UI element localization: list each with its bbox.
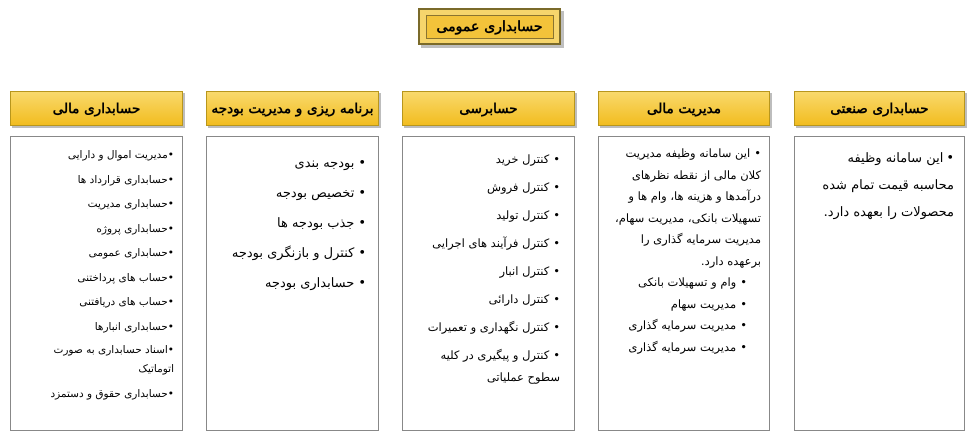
column-heading: برنامه ریزی و مدیریت بودجه: [206, 91, 379, 126]
list-item: • حساب های پرداختنی: [17, 266, 174, 291]
list-item: • کنترل خرید: [409, 145, 560, 173]
list-item: • حسابداری پروژه: [17, 217, 174, 242]
list-item: • جذب بودجه ها: [213, 209, 366, 239]
column-industrial-accounting: [794, 91, 965, 220]
column-body: [206, 136, 379, 431]
list-item: • حسابداری حقوق و دستمزد: [17, 382, 174, 407]
list-item: • حسابداری انبارها: [17, 315, 174, 340]
diagram-title: حسابداری عمومی: [426, 15, 554, 39]
list-item: • کنترل تولید: [409, 201, 560, 229]
column-body: [10, 136, 183, 431]
list-item: • این سامانه وظیفه مدیریت کلان مالی از نقطه نظرهای درآمدها و هزینه ها، وام ها و تسهیلات بانکی، مدیریت سهام، مدیریت سرمایه گذاری را برعهده دارد.: [605, 143, 761, 272]
column-body: [794, 136, 965, 431]
list-item: • حساب های دریافتنی: [17, 290, 174, 315]
column-heading: حسابداری مالی: [10, 91, 183, 126]
title-box: [418, 8, 561, 45]
column-heading: مدیریت مالی: [598, 91, 770, 126]
column-heading: حسابرسی: [402, 91, 575, 126]
column-heading: حسابداری صنعتی: [794, 91, 965, 126]
list-item: • این سامانه وظیفه محاسبه قیمت تمام شده محصولات را بعهده دارد.: [803, 145, 954, 226]
list-item: • کنترل فروش: [409, 173, 560, 201]
column-budget-planning: [206, 91, 379, 291]
list-item: • کنترل دارائی: [409, 285, 560, 313]
list-item: • حسابداری مدیریت: [17, 192, 174, 217]
list-item: • کنترل انبار: [409, 257, 560, 285]
list-item: • تخصیص بودجه: [213, 179, 366, 209]
list-item: • مدیریت سهام: [605, 294, 761, 316]
list-item: • اسناد حسابداری به صورت اتوماتیک: [17, 339, 174, 382]
list-item: • مدیریت سرمایه گذاری: [605, 315, 761, 337]
list-item: • مدیریت سرمایه گذاری: [605, 337, 761, 359]
list-item: • حسابداری بودجه: [213, 269, 366, 299]
list-item: • حسابداری عمومی: [17, 241, 174, 266]
column-auditing: [402, 91, 575, 384]
list-item: • حسابداری قرارداد ها: [17, 168, 174, 193]
list-item: • کنترل نگهداری و تعمیرات: [409, 313, 560, 341]
list-item: • کنترل و پیگیری در کلیه سطوح عملیاتی: [409, 341, 560, 388]
column-financial-accounting: [10, 91, 183, 400]
column-body: [402, 136, 575, 431]
list-item: • کنترل فرآیند های اجرایی: [409, 229, 560, 257]
column-body: [598, 136, 770, 431]
list-item: • وام و تسهیلات بانکی: [605, 272, 761, 294]
list-item: • بودجه بندی: [213, 149, 366, 179]
list-item: • مدیریت اموال و دارایی: [17, 143, 174, 168]
column-financial-management: [598, 91, 770, 354]
list-item: • کنترل و بازنگری بودجه: [213, 239, 366, 269]
